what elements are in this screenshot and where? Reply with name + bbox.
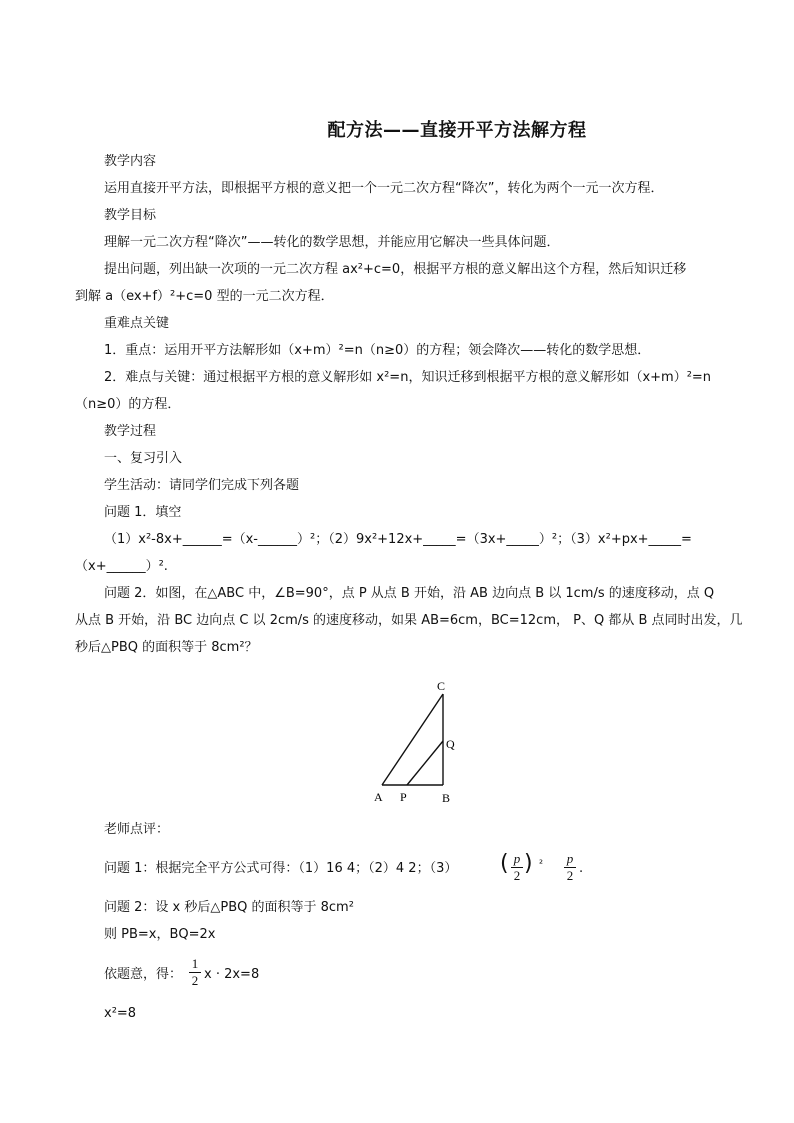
- equation: x²=8: [104, 1006, 137, 1021]
- text-line: 从点 B 开始，沿 BC 边向点 C 以 2cm/s 的速度移动，如果 AB=6cm，BC=12cm， P、Q 都从 B 点同时出发，几: [75, 613, 743, 628]
- vertex-label-c: C: [437, 679, 446, 693]
- text-line: 提出问题，列出缺一次项的一元二次方程 ax²+c=0，根据平方根的意义解出这个方程，然后知识迁移: [104, 262, 687, 277]
- section-heading-review: 老师点评：: [104, 822, 170, 837]
- page-title: 配方法——直接开平方法解方程: [327, 120, 587, 141]
- section-heading-key-points: 重难点关键: [104, 316, 170, 331]
- text-line: 1．重点：运用开平方法解形如（x+m）²=n（n≥0）的方程；领会降次——转化的数学思想．: [104, 343, 651, 358]
- superscript-two: ²: [539, 859, 544, 870]
- subsection-heading: 一、复习引入: [104, 451, 183, 466]
- fraction-one-half: 1 2: [189, 956, 201, 989]
- text-line: 学生活动：请同学们完成下列各题: [104, 478, 300, 493]
- text-line: 运用直接开平方法，即根据平方根的意义把一个一元二次方程“降次”，转化为两个一元一次方程．: [104, 181, 664, 196]
- text-line: 2．难点与关键：通过根据平方根的意义解形如 x²=n，知识迁移到根据平方根的意义解形如（x+m）²=n: [104, 370, 712, 385]
- vertex-label-b: B: [442, 791, 451, 805]
- text-line: 理解一元二次方程“降次”——转化的数学思想，并能应用它解决一些具体问题．: [104, 235, 560, 250]
- text-line: （n≥0）的方程．: [75, 397, 181, 412]
- left-paren: (: [500, 851, 509, 876]
- problem-heading: 问题 1．填空: [104, 505, 182, 520]
- point-label-q: Q: [446, 737, 455, 751]
- section-heading-process: 教学过程: [104, 424, 157, 439]
- fraction-p-over-2: p 2: [511, 851, 523, 884]
- point-label-p: P: [400, 790, 407, 804]
- period: .: [579, 861, 584, 876]
- text-line: （1）x²-8x+______=（x-______）²；（2）9x²+12x+_____=（3x+_____）²；（3）x²+px+_____=: [104, 532, 692, 547]
- text-line: （x+______）².: [75, 559, 168, 574]
- right-paren: ): [524, 851, 533, 876]
- fraction-p-over-2: p 2: [564, 851, 576, 884]
- vertex-label-a: A: [374, 790, 383, 804]
- triangle-figure: [368, 676, 488, 816]
- text-line: 秒后△PBQ 的面积等于 8cm²？: [75, 640, 258, 655]
- section-heading-content: 教学内容: [104, 154, 157, 169]
- section-heading-goals: 教学目标: [104, 208, 157, 223]
- text-line: 问题 2：设 x 秒后△PBQ 的面积等于 8cm²: [104, 900, 354, 915]
- text-line: 则 PB=x，BQ=2x: [104, 927, 216, 942]
- text-line: 问题 2．如图，在△ABC 中，∠B=90°，点 P 从点 B 开始，沿 AB 边向点 B 以 1cm/s 的速度移动，点 Q: [104, 586, 715, 601]
- text-line: 问题 1：根据完全平方公式可得：（1）16 4；（2）4 2；（3）: [104, 861, 458, 876]
- equation: x · 2x=8: [204, 967, 260, 982]
- text-line: 依题意，得：: [104, 967, 183, 982]
- text-line: 到解 a（ex+f）²+c=0 型的一元二次方程．: [75, 289, 334, 304]
